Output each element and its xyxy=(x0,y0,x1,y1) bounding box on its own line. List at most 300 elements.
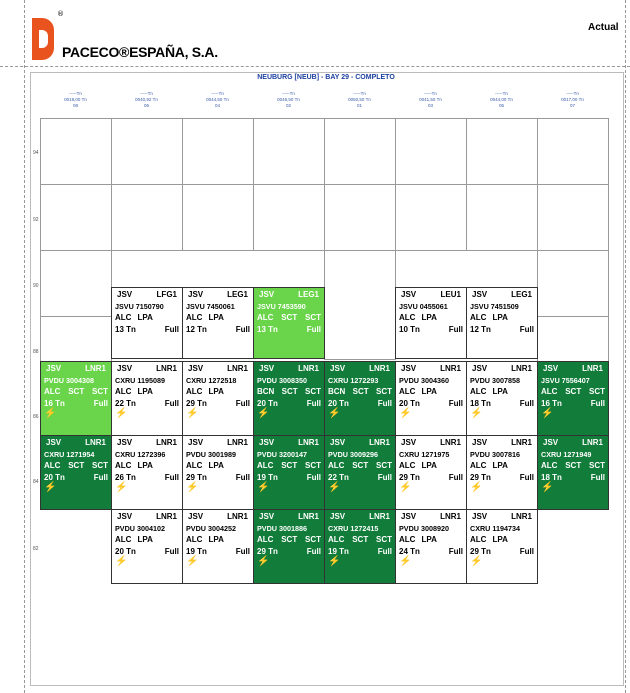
container-operator-row xyxy=(399,437,463,449)
container-id: CXRU 1271975 xyxy=(399,449,450,459)
container-weight: 13 Tn xyxy=(115,324,136,334)
container-slot[interactable] xyxy=(111,287,183,359)
column-header xyxy=(395,91,466,109)
row-label: 86 xyxy=(33,414,39,420)
container-id: PVDU 3008350 xyxy=(257,375,307,385)
container-slot[interactable] xyxy=(182,509,254,584)
container-id: PVDU 3004360 xyxy=(399,375,449,385)
container-id: PVDU 3009296 xyxy=(328,449,378,459)
container-route-tag: ALC xyxy=(328,535,345,544)
container-operator: JSV xyxy=(259,290,275,299)
container-pod: LNR1 xyxy=(298,438,319,447)
container-route-tag: SCT xyxy=(304,313,321,322)
container-id: CXRU 1272518 xyxy=(186,375,237,385)
container-route-row xyxy=(115,460,179,472)
container-route-tag: SCT xyxy=(352,461,369,470)
container-weight: 19 Tn xyxy=(257,472,278,482)
container-route-tag: SCT xyxy=(68,461,85,470)
container-operator: JSV xyxy=(188,290,204,299)
container-pod: LNR1 xyxy=(227,512,248,521)
container-operator-row xyxy=(399,363,463,375)
container-route-tag: LPA xyxy=(137,313,153,322)
container-route-tag: SCT xyxy=(376,387,392,396)
container-pod: LNR1 xyxy=(85,364,106,373)
container-status: Full xyxy=(93,472,108,482)
empty-slot[interactable] xyxy=(537,184,609,251)
container-slot[interactable] xyxy=(40,435,112,510)
container-route-tag: SCT xyxy=(304,461,321,470)
plug-icon: ⚡ xyxy=(470,482,483,493)
container-slot[interactable] xyxy=(466,509,538,584)
column-header-top: -----Tn xyxy=(353,91,366,96)
container-route-tag: ALC xyxy=(186,387,203,396)
plug-icon: ⚡ xyxy=(257,556,270,567)
container-slot[interactable] xyxy=(395,287,467,359)
container-route-tag: ALC xyxy=(470,387,487,396)
container-route-tag: LPA xyxy=(421,387,437,396)
container-operator-row xyxy=(470,289,534,301)
container-operator: JSV xyxy=(117,364,133,373)
container-operator-row xyxy=(470,363,534,375)
container-weight-row xyxy=(399,324,463,336)
column-header-top: -----Tn xyxy=(424,91,437,96)
column-header xyxy=(324,91,395,109)
container-slot[interactable] xyxy=(253,287,325,359)
container-slot[interactable] xyxy=(466,287,538,359)
container-slot[interactable] xyxy=(182,287,254,359)
container-route-tag: LPA xyxy=(492,313,508,322)
container-operator: JSV xyxy=(472,512,488,521)
container-route-row xyxy=(470,386,534,398)
container-id: PVDU 3001989 xyxy=(186,449,236,459)
container-operator-row xyxy=(115,511,179,523)
container-slot[interactable] xyxy=(253,435,325,510)
container-route-tag: SCT xyxy=(91,461,108,470)
empty-slot[interactable] xyxy=(324,184,396,251)
container-route-tag: LPA xyxy=(421,535,437,544)
container-operator-row xyxy=(186,511,250,523)
container-route-tag: SCT xyxy=(305,387,321,396)
container-id: JSVU 7451509 xyxy=(470,301,519,311)
container-route-tag: LPA xyxy=(137,535,153,544)
container-route-row xyxy=(328,386,392,398)
container-pod: LNR1 xyxy=(369,512,390,521)
container-status: Full xyxy=(306,324,321,334)
container-id: CXRU 1271949 xyxy=(541,449,592,459)
plug-icon: ⚡ xyxy=(328,408,341,419)
container-weight: 10 Tn xyxy=(399,324,420,334)
row-label: 84 xyxy=(33,479,39,485)
container-route-row xyxy=(257,460,321,472)
container-id: JSVU 7150790 xyxy=(115,301,164,311)
container-operator-row xyxy=(470,511,534,523)
container-operator: JSV xyxy=(401,364,417,373)
container-route-tag: ALC xyxy=(186,535,203,544)
container-pod: LNR1 xyxy=(156,512,177,521)
container-slot[interactable] xyxy=(111,361,183,436)
empty-slot[interactable] xyxy=(395,118,467,185)
container-route-tag: ALC xyxy=(328,461,345,470)
container-id: PVDU 3004102 xyxy=(115,523,165,533)
empty-slot[interactable] xyxy=(466,118,538,185)
container-route-tag: ALC xyxy=(257,461,274,470)
container-pod: LNR1 xyxy=(369,438,390,447)
container-id: CXRU 1194734 xyxy=(470,523,520,533)
column-header xyxy=(40,91,111,109)
container-route-row xyxy=(186,460,250,472)
container-weight-row xyxy=(470,324,534,336)
container-route-tag: LPA xyxy=(421,313,437,322)
column-header-weight: 0044,50 Tn xyxy=(206,97,229,102)
container-weight: 16 Tn xyxy=(541,398,562,408)
container-weight: 29 Tn xyxy=(257,546,278,556)
container-route-tag: LPA xyxy=(492,387,508,396)
column-header xyxy=(182,91,253,109)
container-slot[interactable] xyxy=(111,435,183,510)
row-label: 82 xyxy=(33,546,39,552)
container-pod: LNR1 xyxy=(156,438,177,447)
container-slot[interactable] xyxy=(537,361,609,436)
container-status: Full xyxy=(164,398,179,408)
container-operator-row xyxy=(541,437,605,449)
empty-slot[interactable] xyxy=(466,184,538,251)
plug-icon: ⚡ xyxy=(470,408,483,419)
container-route-tag: ALC xyxy=(44,387,61,396)
empty-slot[interactable] xyxy=(395,184,467,251)
container-operator-row xyxy=(328,511,392,523)
container-id: PVDU 3007858 xyxy=(470,375,520,385)
container-route-row xyxy=(257,534,321,546)
container-id: JSVU 7556407 xyxy=(541,375,590,385)
container-route-tag: LPA xyxy=(208,535,224,544)
container-route-tag: ALC xyxy=(470,313,487,322)
empty-slot[interactable] xyxy=(537,316,609,362)
plug-icon: ⚡ xyxy=(186,482,199,493)
container-status: Full xyxy=(377,546,392,556)
empty-slot[interactable] xyxy=(253,118,325,185)
container-route-tag: SCT xyxy=(588,461,605,470)
container-route-tag: ALC xyxy=(44,461,61,470)
container-route-tag: SCT xyxy=(352,387,369,396)
column-header-weight: 0017,00 Tn xyxy=(561,97,584,102)
empty-slot[interactable] xyxy=(537,250,609,317)
container-operator-row xyxy=(257,511,321,523)
container-pod: LNR1 xyxy=(227,438,248,447)
row-label: 94 xyxy=(33,150,39,156)
container-status: Full xyxy=(164,546,179,556)
container-slot[interactable] xyxy=(466,361,538,436)
container-operator-row xyxy=(541,363,605,375)
plug-icon: ⚡ xyxy=(257,482,270,493)
container-route-tag: BCN xyxy=(257,387,275,396)
container-pod: LNR1 xyxy=(369,364,390,373)
container-status: Full xyxy=(519,472,534,482)
container-route-tag: ALC xyxy=(470,461,487,470)
container-operator: JSV xyxy=(330,438,346,447)
row-label: 90 xyxy=(33,283,39,289)
container-route-tag: SCT xyxy=(375,461,392,470)
container-weight: 24 Tn xyxy=(399,546,420,556)
empty-slot[interactable] xyxy=(40,118,112,185)
container-operator-row xyxy=(186,363,250,375)
column-header-weight: 0040,92 Tn xyxy=(135,97,158,102)
column-header-weight: 0041,50 Tn xyxy=(419,97,442,102)
container-pod: LEG1 xyxy=(511,290,532,299)
container-route-tag: ALC xyxy=(186,461,203,470)
plug-icon: ⚡ xyxy=(257,408,270,419)
container-route-tag: ALC xyxy=(470,535,487,544)
container-id: PVDU 3007816 xyxy=(470,449,520,459)
container-route-row xyxy=(115,534,179,546)
container-route-row xyxy=(186,534,250,546)
container-pod: LNR1 xyxy=(511,364,532,373)
container-route-row xyxy=(399,460,463,472)
container-slot[interactable] xyxy=(466,435,538,510)
container-route-row xyxy=(115,386,179,398)
column-header-num: 05 xyxy=(498,103,504,108)
container-route-row xyxy=(44,386,108,398)
container-route-tag: SCT xyxy=(352,535,369,544)
plug-icon: ⚡ xyxy=(399,482,412,493)
container-id: CXRU 1271954 xyxy=(44,449,95,459)
container-weight: 19 Tn xyxy=(186,546,207,556)
plug-icon: ⚡ xyxy=(328,482,341,493)
plug-icon: ⚡ xyxy=(399,408,412,419)
paceco-logo-icon xyxy=(32,18,54,60)
container-slot[interactable] xyxy=(253,509,325,584)
container-operator: JSV xyxy=(472,364,488,373)
container-pod: LNR1 xyxy=(227,364,248,373)
container-pod: LNR1 xyxy=(440,438,461,447)
empty-slot[interactable] xyxy=(111,184,183,251)
container-route-row xyxy=(399,386,463,398)
plug-icon: ⚡ xyxy=(115,408,128,419)
container-pod: LNR1 xyxy=(511,438,532,447)
container-operator-row xyxy=(115,289,179,301)
container-operator-row xyxy=(399,511,463,523)
container-route-tag: LPA xyxy=(137,461,153,470)
container-pod: LNR1 xyxy=(298,364,319,373)
plug-icon: ⚡ xyxy=(328,556,341,567)
container-route-tag: SCT xyxy=(281,461,298,470)
container-route-tag: SCT xyxy=(91,387,108,396)
container-route-tag: LPA xyxy=(137,387,153,396)
column-header-num: 07 xyxy=(569,103,575,108)
container-route-row xyxy=(257,386,321,398)
container-route-tag: SCT xyxy=(375,535,392,544)
container-status: Full xyxy=(235,472,250,482)
container-weight: 22 Tn xyxy=(328,472,349,482)
container-weight: 18 Tn xyxy=(541,472,562,482)
empty-slot[interactable] xyxy=(40,316,112,362)
right-margin-line xyxy=(625,0,626,693)
column-header-top: -----Tn xyxy=(211,91,224,96)
container-operator: JSV xyxy=(472,290,488,299)
container-route-tag: ALC xyxy=(115,313,132,322)
container-id: PVDU 3200147 xyxy=(257,449,307,459)
container-operator-row xyxy=(186,437,250,449)
empty-slot[interactable] xyxy=(111,118,183,185)
container-slot[interactable] xyxy=(182,435,254,510)
container-status: Full xyxy=(93,398,108,408)
container-slot[interactable] xyxy=(253,361,325,436)
plug-icon: ⚡ xyxy=(541,408,554,419)
container-status: Full xyxy=(519,546,534,556)
container-weight: 29 Tn xyxy=(399,472,420,482)
container-route-tag: LPA xyxy=(208,387,224,396)
container-route-tag: ALC xyxy=(541,387,558,396)
container-slot[interactable] xyxy=(324,509,396,584)
container-slot[interactable] xyxy=(324,361,396,436)
column-header-num: 01 xyxy=(356,103,362,108)
container-status: Full xyxy=(448,472,463,482)
container-status: Full xyxy=(377,398,392,408)
column-header-top: -----Tn xyxy=(566,91,579,96)
container-pod: LNR1 xyxy=(298,512,319,521)
container-operator: JSV xyxy=(188,512,204,521)
container-operator: JSV xyxy=(117,438,133,447)
container-pod: LNR1 xyxy=(582,438,603,447)
container-weight: 20 Tn xyxy=(328,398,349,408)
plug-icon: ⚡ xyxy=(115,556,128,567)
container-route-row xyxy=(328,534,392,546)
container-status: Full xyxy=(519,398,534,408)
container-operator: JSV xyxy=(188,438,204,447)
container-weight: 22 Tn xyxy=(115,398,136,408)
container-weight: 18 Tn xyxy=(470,398,491,408)
empty-slot[interactable] xyxy=(40,250,112,317)
container-id: CXRU 1272415 xyxy=(328,523,379,533)
container-pod: LEG1 xyxy=(298,290,319,299)
container-operator-row xyxy=(328,437,392,449)
empty-slot[interactable] xyxy=(182,184,254,251)
container-operator: JSV xyxy=(259,364,275,373)
empty-slot[interactable] xyxy=(324,118,396,185)
empty-slot[interactable] xyxy=(537,118,609,185)
container-route-tag: SCT xyxy=(565,461,582,470)
column-header-top: -----Tn xyxy=(69,91,82,96)
container-route-tag: SCT xyxy=(281,535,298,544)
container-route-tag: LPA xyxy=(421,461,437,470)
empty-slot[interactable] xyxy=(182,118,254,185)
empty-slot[interactable] xyxy=(324,250,396,360)
column-header-top: -----Tn xyxy=(140,91,153,96)
column-header-weight: 0046,50 Tn xyxy=(277,97,300,102)
container-weight: 20 Tn xyxy=(44,472,65,482)
container-route-tag: SCT xyxy=(281,387,298,396)
container-status: Full xyxy=(448,324,463,334)
container-route-row xyxy=(470,534,534,546)
container-route-row xyxy=(257,312,321,324)
container-operator-row xyxy=(257,437,321,449)
container-status: Full xyxy=(519,324,534,334)
container-id: PVDU 3004308 xyxy=(44,375,94,385)
container-weight: 26 Tn xyxy=(115,472,136,482)
container-route-tag: ALC xyxy=(541,461,558,470)
container-pod: LNR1 xyxy=(440,364,461,373)
empty-slot[interactable] xyxy=(253,184,325,251)
plug-icon: ⚡ xyxy=(115,482,128,493)
container-slot[interactable] xyxy=(395,361,467,436)
container-weight: 20 Tn xyxy=(257,398,278,408)
empty-slot[interactable] xyxy=(40,184,112,251)
container-slot[interactable] xyxy=(537,435,609,510)
container-route-row xyxy=(541,386,605,398)
container-operator-row xyxy=(115,363,179,375)
container-route-tag: LPA xyxy=(492,461,508,470)
container-operator: JSV xyxy=(330,364,346,373)
container-status: Full xyxy=(448,546,463,556)
container-operator-row xyxy=(257,363,321,375)
container-pod: LNR1 xyxy=(440,512,461,521)
container-route-row xyxy=(399,312,463,324)
plug-icon: ⚡ xyxy=(470,556,483,567)
container-route-row xyxy=(470,460,534,472)
container-route-tag: ALC xyxy=(186,313,203,322)
container-operator: JSV xyxy=(401,438,417,447)
container-route-tag: SCT xyxy=(588,387,605,396)
row-label: 92 xyxy=(33,217,39,223)
container-slot[interactable] xyxy=(182,361,254,436)
container-pod: LNR1 xyxy=(582,364,603,373)
column-header xyxy=(537,91,608,109)
container-status: Full xyxy=(306,398,321,408)
container-route-tag: LPA xyxy=(208,313,224,322)
container-slot[interactable] xyxy=(324,435,396,510)
container-pod: LNR1 xyxy=(156,364,177,373)
container-route-tag: ALC xyxy=(257,313,274,322)
container-weight: 19 Tn xyxy=(328,546,349,556)
container-slot[interactable] xyxy=(111,509,183,584)
container-id: CXRU 1195089 xyxy=(115,375,165,385)
container-status: Full xyxy=(377,472,392,482)
container-operator-row xyxy=(44,363,108,375)
container-weight: 20 Tn xyxy=(399,398,420,408)
container-slot[interactable] xyxy=(395,435,467,510)
container-status: Full xyxy=(235,398,250,408)
plug-icon: ⚡ xyxy=(44,482,57,493)
container-operator-row xyxy=(470,437,534,449)
container-status: Full xyxy=(448,398,463,408)
container-id: JSVU 7453590 xyxy=(257,301,306,311)
container-route-tag: ALC xyxy=(115,535,132,544)
container-id: PVDU 3004252 xyxy=(186,523,236,533)
container-slot[interactable] xyxy=(395,509,467,584)
plug-icon: ⚡ xyxy=(399,556,412,567)
container-route-row xyxy=(44,460,108,472)
plug-icon: ⚡ xyxy=(541,482,554,493)
column-header-weight: 0044,00 Tn xyxy=(490,97,513,102)
container-route-row xyxy=(186,386,250,398)
row-label: 88 xyxy=(33,349,39,355)
container-operator-row xyxy=(186,289,250,301)
column-header-num: 03 xyxy=(427,103,433,108)
container-operator: JSV xyxy=(401,290,417,299)
container-operator: JSV xyxy=(46,364,62,373)
column-header-top: -----Tn xyxy=(282,91,295,96)
container-status: Full xyxy=(306,546,321,556)
container-weight: 12 Tn xyxy=(470,324,491,334)
container-weight: 29 Tn xyxy=(470,472,491,482)
container-route-row xyxy=(541,460,605,472)
container-weight-row xyxy=(115,324,179,336)
container-operator: JSV xyxy=(259,512,275,521)
container-operator: JSV xyxy=(117,512,133,521)
container-slot[interactable] xyxy=(40,361,112,436)
container-pod: LEG1 xyxy=(227,290,248,299)
left-margin-line xyxy=(24,0,25,693)
container-route-tag: LPA xyxy=(208,461,224,470)
